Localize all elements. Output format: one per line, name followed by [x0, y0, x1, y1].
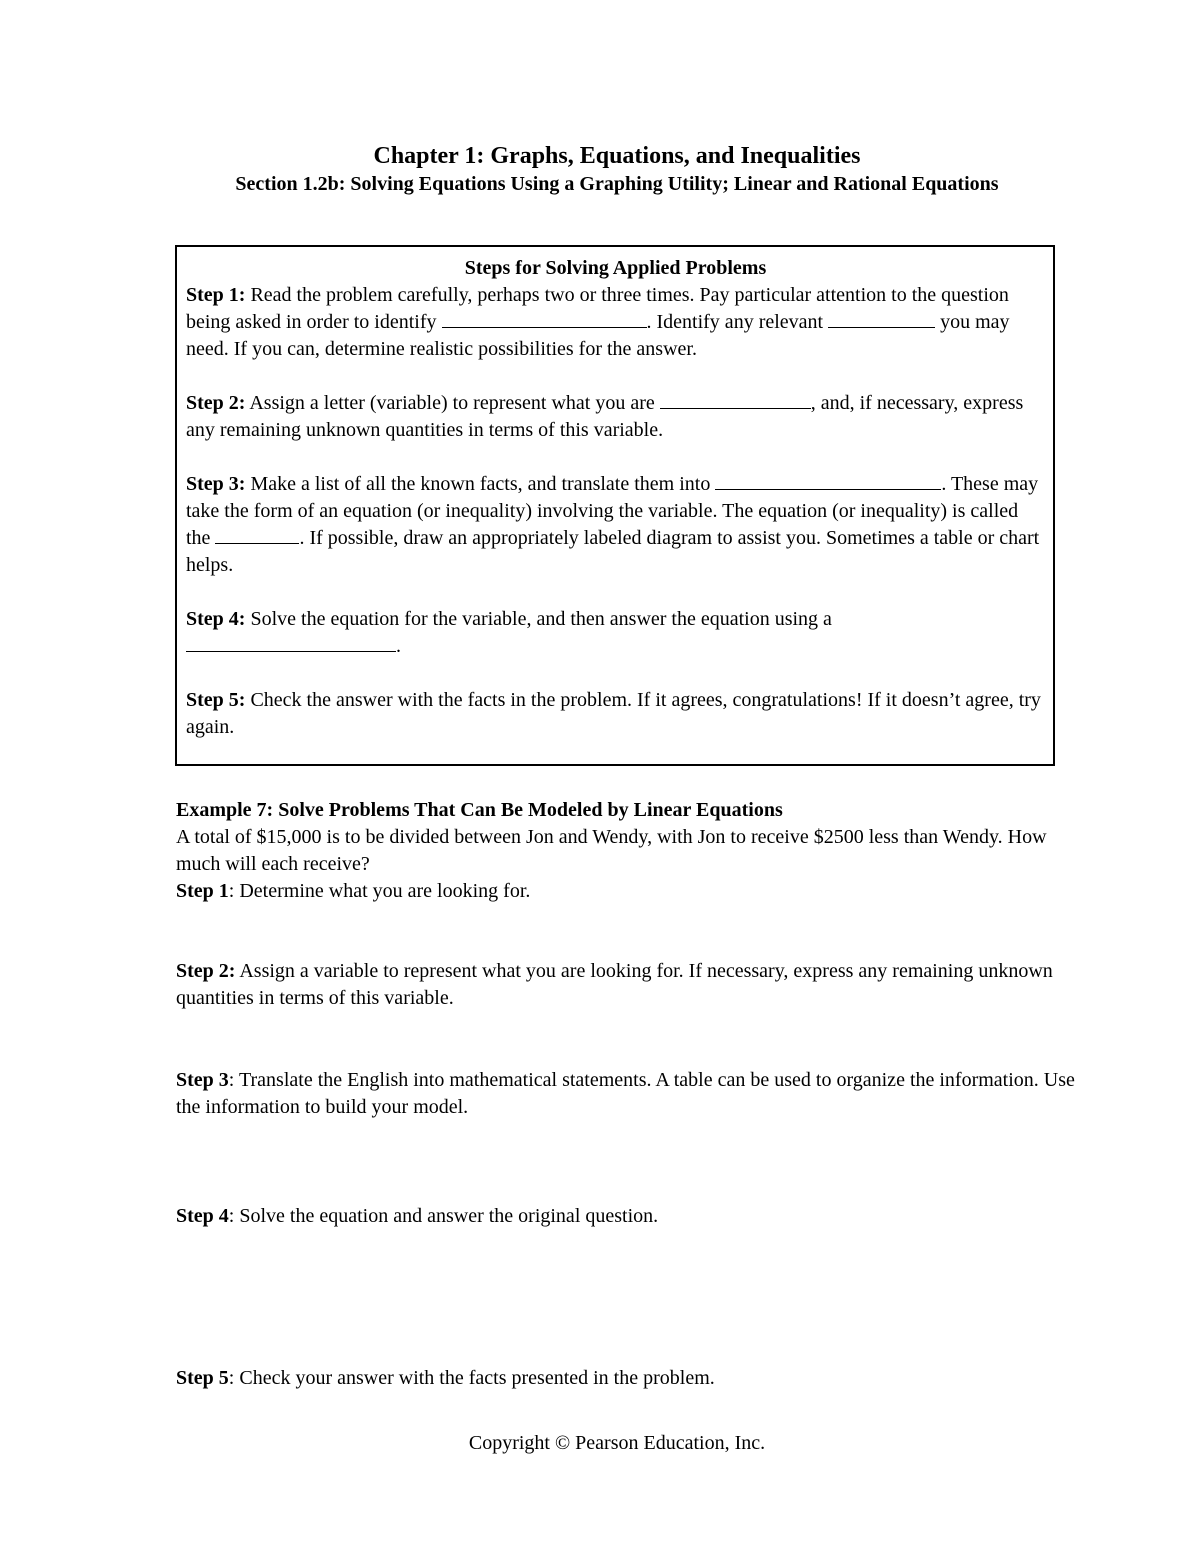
steps-box: [175, 245, 1055, 766]
box-step-1: [186, 282, 1045, 363]
step-text: : Determine what you are looking for.: [228, 880, 531, 902]
step-label: Step 3:: [186, 473, 246, 495]
section-title: Section 1.2b: Solving Equations Using a Graphing Utility; Linear and Rational Equations: [235, 173, 999, 195]
box-step-5: [186, 687, 1045, 741]
step-label: Step 1: [176, 880, 229, 902]
fill-in-blank: [186, 633, 396, 652]
step-label: Step 5:: [186, 689, 246, 711]
step-text: , and, if necessary, express any remaining unknown quantities in terms of this variable.: [186, 392, 1024, 441]
box-step-2: [186, 390, 1045, 444]
step-text: . Identify any relevant: [646, 311, 829, 333]
step-label: Step 2:: [186, 392, 246, 414]
step-text: . If possible, draw an appropriately labeled diagram to assist you. Sometimes a table or chart helps.: [186, 527, 1040, 576]
example-step-4: [176, 1203, 1076, 1230]
fill-in-blank: [715, 471, 941, 490]
steps-box-title: Steps for Solving Applied Problems: [464, 257, 767, 279]
step-text: you may need. If you can, determine realistic possibilities for the answer.: [186, 311, 1010, 360]
example-step-2: [176, 958, 1076, 1012]
box-step-4: [186, 606, 1045, 660]
step-label: Step 1:: [186, 284, 246, 306]
step-label: Step 3: [176, 1069, 229, 1091]
step-text: : Solve the equation and answer the original question.: [228, 1205, 659, 1227]
fill-in-blank: [660, 390, 811, 409]
page-heading: [176, 141, 1058, 198]
example-step-5: [176, 1365, 1076, 1392]
step-label: Step 5: [176, 1367, 229, 1389]
example-title: Example 7: Solve Problems That Can Be Modeled by Linear Equations: [176, 799, 783, 821]
fill-in-blank: [215, 525, 299, 544]
step-text: Solve the equation for the variable, and then answer the equation using a: [245, 608, 832, 630]
step-label: Step 2:: [176, 960, 236, 982]
step-text: : Translate the English into mathematical statements. A table can be used to organize the information. Use the information to build your model.: [176, 1069, 1075, 1118]
step-text: Assign a letter (variable) to represent what you are: [245, 392, 660, 414]
fill-in-blank: [442, 309, 647, 328]
box-step-3: [186, 471, 1045, 579]
example-section: [176, 797, 1076, 905]
chapter-title: Chapter 1: Graphs, Equations, and Inequalities: [373, 143, 861, 169]
example-step-1: [176, 878, 1076, 905]
example-problem: A total of $15,000 is to be divided between Jon and Wendy, with Jon to receive $2500 less than Wendy. How much will each receive?: [176, 826, 1047, 875]
step-text: Assign a variable to represent what you are looking for. If necessary, express any remaining unknown quantities in terms of this variable.: [176, 960, 1053, 1009]
step-text: .: [396, 635, 401, 657]
step-text: Read the problem carefully, perhaps two or three times. Pay particular attention to the question being asked in order to identify: [186, 284, 1009, 333]
step-text: Check the answer with the facts in the problem. If it agrees, congratulations! If it doesn’t agree, try again.: [186, 689, 1041, 738]
example-step-3: [176, 1067, 1076, 1121]
step-label: Step 4:: [186, 608, 246, 630]
fill-in-blank: [828, 309, 935, 328]
step-text: : Check your answer with the facts presented in the problem.: [228, 1367, 715, 1389]
copyright-footer: Copyright © Pearson Education, Inc.: [468, 1432, 766, 1454]
step-text: . These may take the form of an equation (or inequality) involving the variable. The equation (or inequality) is called the: [186, 473, 1039, 549]
step-text: Make a list of all the known facts, and translate them into: [245, 473, 716, 495]
step-label: Step 4: [176, 1205, 229, 1227]
